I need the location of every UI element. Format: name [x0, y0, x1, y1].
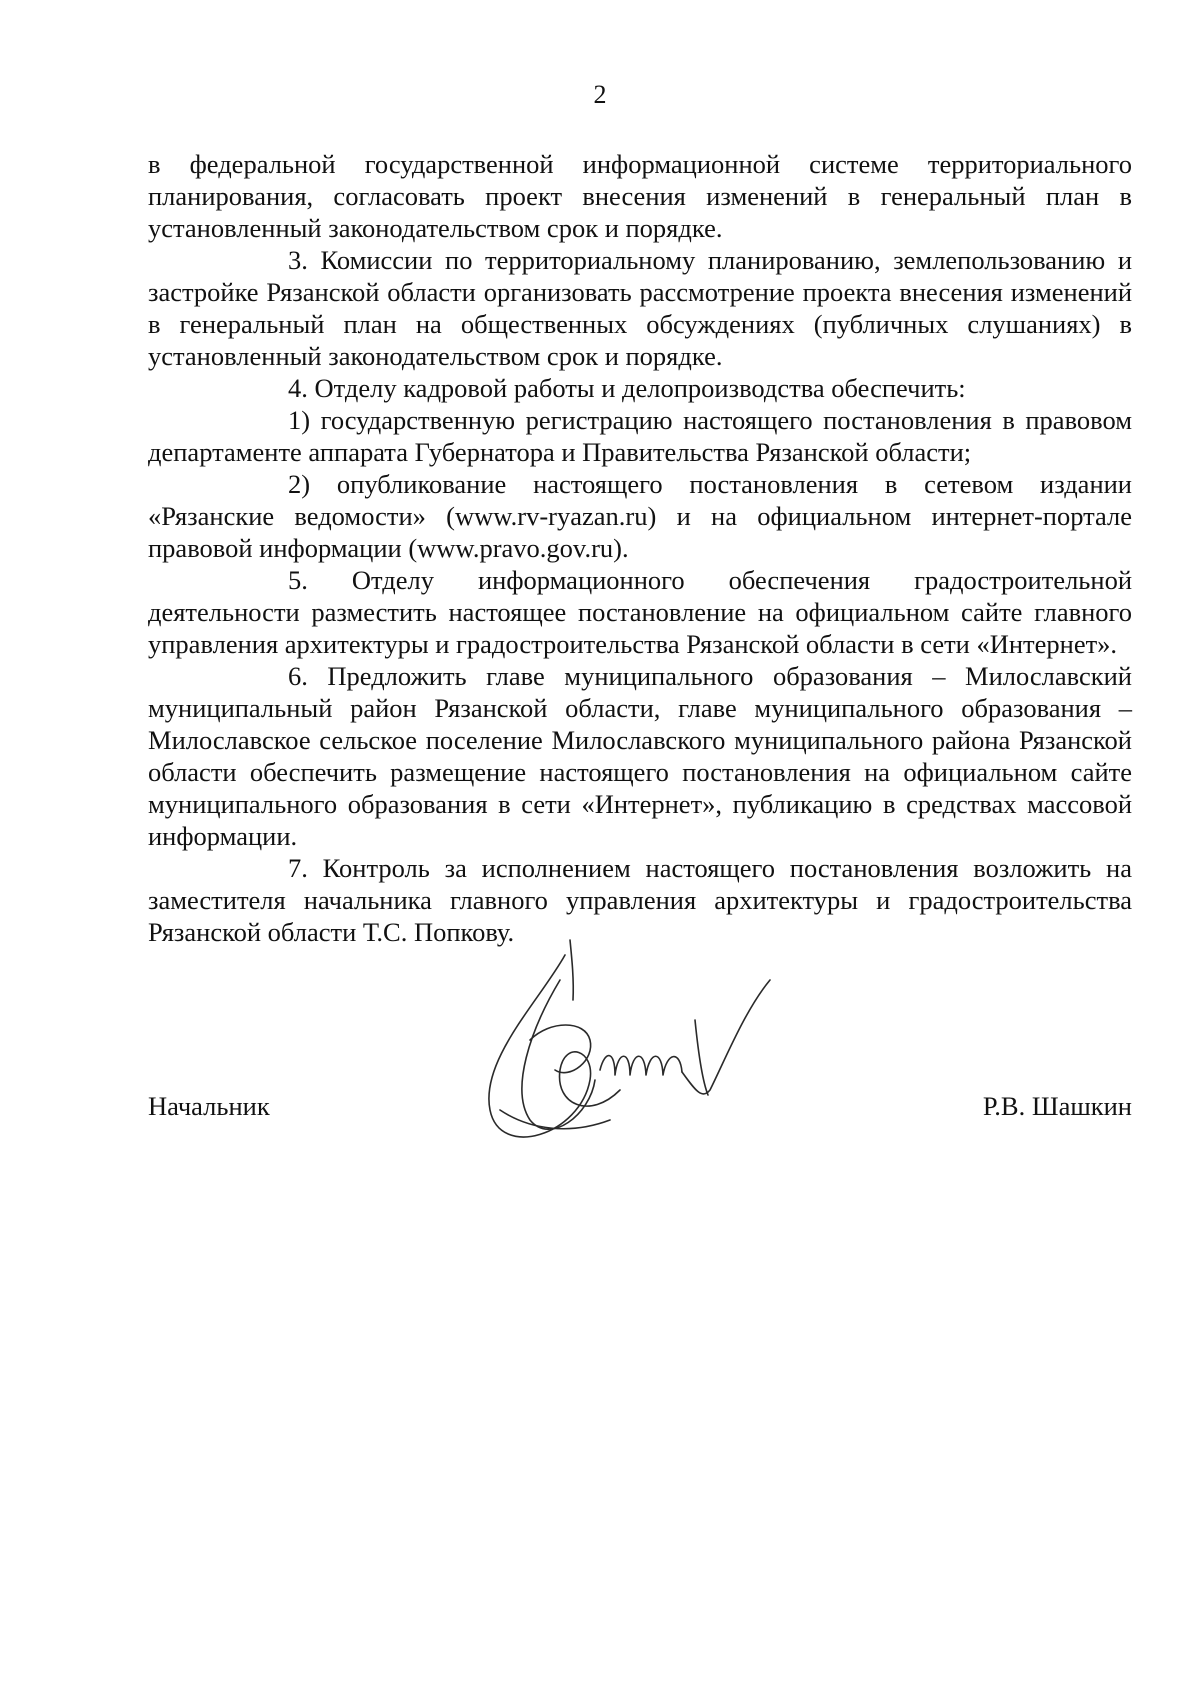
signatory-title: Начальник: [148, 1091, 270, 1121]
page-number: 2: [593, 80, 607, 109]
signatory-name: Р.В. Шашкин: [982, 1091, 1132, 1121]
paragraph-number: 3.: [288, 245, 308, 275]
paragraph-text: опубликование настоящего постановления в сетевом издании «Рязанские ведомости» (www.rv-ryazan.ru) и на официальном интернет-портале правовой информации (www.pravo.gov.ru).: [148, 469, 1132, 563]
paragraph-text: Предложить главе муниципального образования – Милославский муниципальный район Рязанской области, главе муниципального образования – Милославское сельское поселение Милославского муниципального района Рязанской области обеспечить размещение настоящего постановления на официальном сайте муниципального образования в сети «Интернет», публикацию в средствах массовой информации.: [148, 661, 1132, 851]
paragraph-subitem-1: [148, 404, 1132, 468]
paragraph-item-4: [148, 372, 1132, 404]
paragraph-subitem-2: [148, 468, 1132, 564]
paragraph-text: Контроль за исполнением настоящего постановления возложить на заместителя начальника главного управления архитектуры и градостроительства Рязанской области Т.С. Попкову.: [148, 853, 1132, 947]
paragraph-number: 7.: [288, 853, 308, 883]
paragraph-text: Комиссии по территориальному планированию, землепользованию и застройке Рязанской области организовать рассмотрение проекта внесения изменений в генеральный план на общественных обсуждениях (публичных слушаниях) в установленный законодательством срок и порядке.: [148, 245, 1133, 371]
paragraph-item-6: [148, 660, 1132, 852]
paragraph-text: Отделу кадровой работы и делопроизводства обеспечить:: [314, 373, 966, 403]
paragraph-text: в федеральной государственной информационной системе территориального планирования, согласовать проект внесения изменений в генеральный план в установленный законодательством срок и порядке.: [148, 149, 1132, 243]
paragraph-number: 2): [288, 469, 311, 499]
paragraph-continuation: [148, 148, 1132, 244]
paragraph-text: государственную регистрацию настоящего постановления в правовом департаменте аппарата Губернатора и Правительства Рязанской области;: [148, 405, 1132, 467]
paragraph-number: 5.: [288, 565, 308, 595]
paragraph-item-3: [148, 244, 1132, 372]
handwritten-signature: [470, 920, 790, 1190]
paragraph-number: 6.: [288, 661, 308, 691]
paragraph-text: Отделу информационного обеспечения градостроительной деятельности разместить настоящее постановление на официальном сайте главного управления архитектуры и градостроительства Рязанской области в сети «Интернет».: [148, 565, 1133, 659]
document-body: [148, 148, 1132, 948]
paragraph-item-5: [148, 564, 1132, 660]
paragraph-number: 1): [288, 405, 311, 435]
paragraph-number: 4.: [288, 373, 308, 403]
